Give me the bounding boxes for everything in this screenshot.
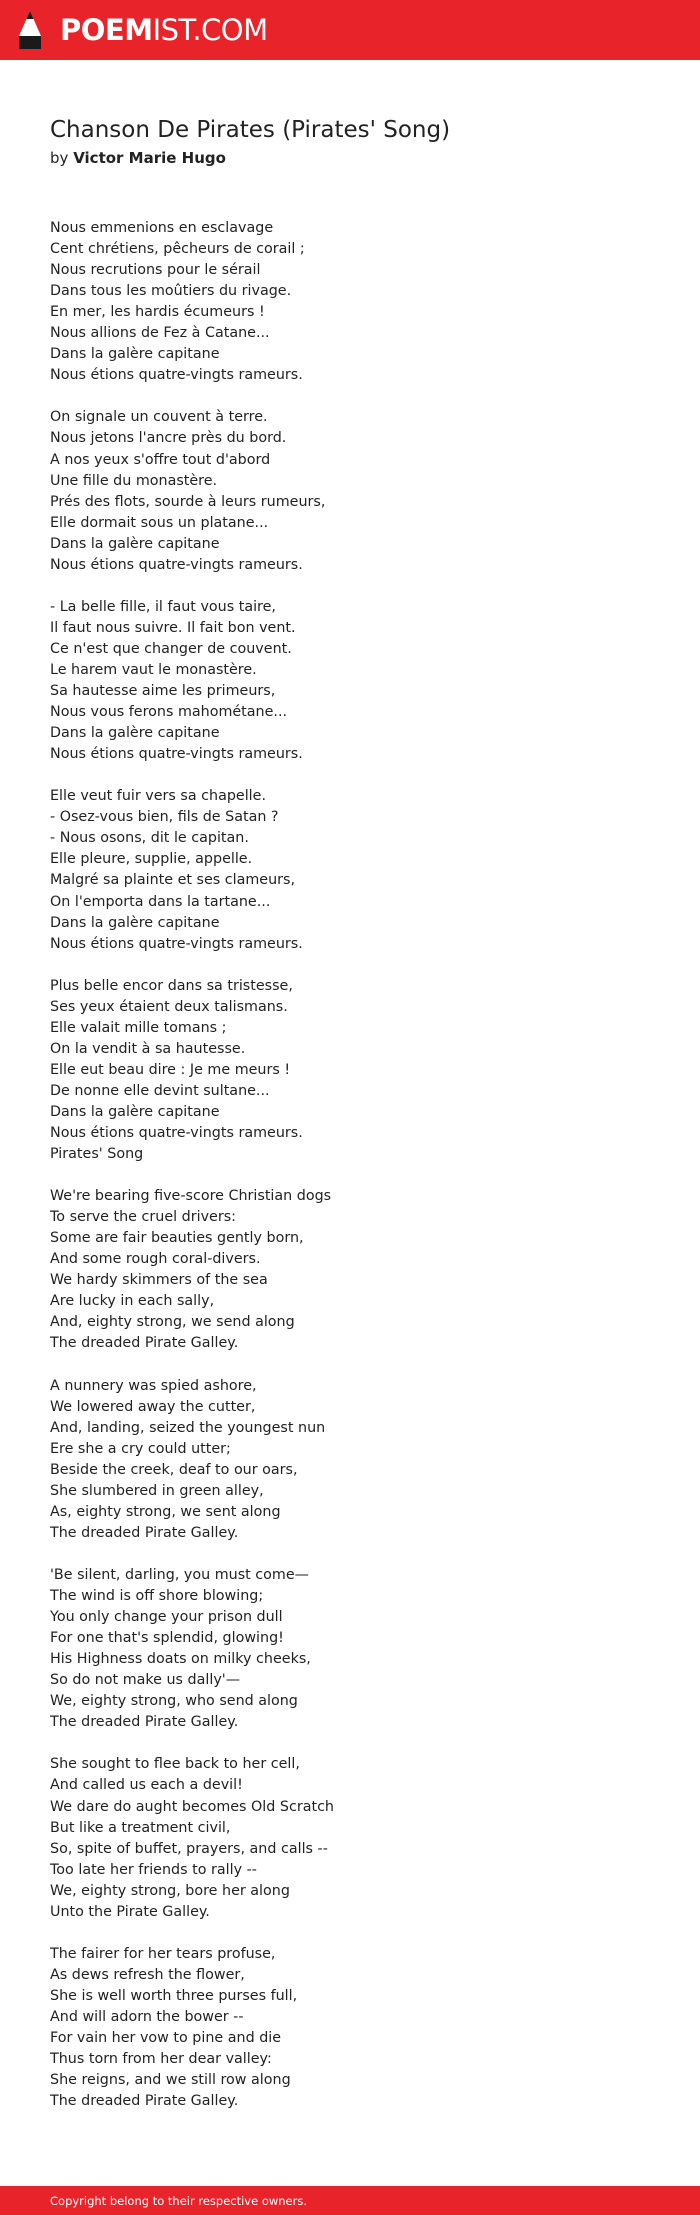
poem-line: As dews refresh the flower, [50, 1966, 245, 1983]
copyright-text: Copyright belong to their respective owners. [50, 2194, 308, 2208]
poem-line: To serve the cruel drivers: [50, 1209, 236, 1226]
stanza-break [50, 1544, 334, 1565]
poem-line: We dare do aught becomes Old Scratch [50, 1798, 334, 1815]
poem-line: Nous jetons l'ancre près du bord. [50, 430, 287, 447]
stanza-break [50, 1355, 334, 1376]
poem-line: Nous allions de Fez à Catane... [50, 325, 270, 342]
poem-line: And some rough coral-divers. [50, 1251, 261, 1268]
site-footer [0, 2186, 700, 2215]
poem-line: The wind is off shore blowing; [50, 1588, 264, 1605]
poem-line: Beside the creek, deaf to our oars, [50, 1461, 298, 1478]
poem-line: Nous étions quatre-vingts rameurs. [50, 367, 303, 384]
poem-line: Dans la galère capitane [50, 1103, 220, 1120]
poem-line: Nous recrutions pour le sérail [50, 262, 261, 279]
poem-line: We lowered away the cutter, [50, 1398, 256, 1415]
poem-line: Dans la galère capitane [50, 725, 220, 742]
poem-line: Too late her friends to rally -- [50, 1861, 257, 1878]
by-label: by [50, 149, 69, 167]
site-logo[interactable] [60, 11, 268, 49]
poem-line: Thus torn from her dear valley: [50, 2051, 272, 2068]
poem-line: We, eighty strong, bore her along [50, 1882, 290, 1899]
poem-line: Elle eut beau dire : Je me meurs ! [50, 1061, 291, 1078]
poem-line: She sought to flee back to her cell, [50, 1756, 300, 1773]
poem-line: And, eighty strong, we send along [50, 1314, 295, 1331]
poem-line: Elle pleure, supplie, appelle. [50, 851, 253, 868]
stanza-break [50, 955, 334, 976]
poem-line: His Highness doats on milky cheeks, [50, 1651, 311, 1668]
poem-title: Chanson De Pirates (Pirates' Song) [50, 117, 451, 143]
poem-line: Nous étions quatre-vingts rameurs. [50, 556, 303, 573]
poem-line: For one that's splendid, glowing! [50, 1630, 284, 1647]
poem-line: Une fille du monastère. [50, 472, 218, 489]
poem-line: En mer, les hardis écumeurs ! [50, 304, 265, 321]
poem-line: You only change your prison dull [50, 1609, 283, 1626]
poem-line: 'Be silent, darling, you must come— [50, 1567, 309, 1583]
poem-line: The fairer for her tears profuse, [50, 1945, 276, 1962]
poem-line: Ce n'est que changer de couvent. [50, 640, 292, 657]
poem-line: She is well worth three purses full, [50, 1987, 298, 2004]
logo-bold-text: POEM [60, 13, 153, 47]
poem-line: Cent chrétiens, pêcheurs de corail ; [50, 241, 305, 258]
poem-line: Le harem vaut le monastère. [50, 661, 257, 678]
poem-line: Pirates' Song [50, 1146, 144, 1163]
poem-line: And will adorn the bower -- [50, 2008, 244, 2025]
poem-line: Sa hautesse aime les primeurs, [50, 683, 276, 700]
poem-line: The dreaded Pirate Galley. [50, 2093, 239, 2110]
poem-line: She reigns, and we still row along [50, 2072, 291, 2089]
poem-line: We're bearing five-score Christian dogs [50, 1188, 332, 1205]
poem-line: On l'emporta dans la tartane... [50, 893, 271, 910]
poem-line: And, landing, seized the youngest nun [50, 1419, 326, 1436]
poem-line: Elle dormait sous un platane... [50, 514, 269, 531]
poem-line: De nonne elle devint sultane... [50, 1082, 270, 1099]
poem-body [50, 218, 334, 2112]
poem-line: Elle veut fuir vers sa chapelle. [50, 788, 266, 805]
poem-line: We, eighty strong, who send along [50, 1693, 298, 1710]
stanza-break [50, 386, 334, 407]
poem-line: Nous emmenions en esclavage [50, 220, 274, 236]
poem-line: So do not make us dally'— [50, 1672, 241, 1689]
poem-line: Prés des flots, sourde à leurs rumeurs, [50, 493, 326, 510]
stanza-break [50, 576, 334, 597]
poem-line: And called us each a devil! [50, 1777, 243, 1794]
poem-line: Nous étions quatre-vingts rameurs. [50, 746, 303, 763]
poem-line: Dans tous les moûtiers du rivage. [50, 283, 292, 300]
poem-line: Dans la galère capitane [50, 914, 220, 931]
logo-light-text: IST.COM [152, 13, 268, 47]
poem-line: A nunnery was spied ashore, [50, 1377, 257, 1394]
poem-line: But like a treatment civil, [50, 1819, 231, 1836]
poem-line: She slumbered in green alley, [50, 1482, 264, 1499]
poem-line: - Osez-vous bien, fils de Satan ? [50, 809, 279, 826]
poem-line: A nos yeux s'offre tout d'abord [50, 451, 271, 468]
stanza-break [50, 1733, 334, 1754]
poem-line: Unto the Pirate Galley. [50, 1903, 210, 1920]
poem-line: Dans la galère capitane [50, 346, 220, 363]
poem-line: Elle valait mille tomans ; [50, 1019, 227, 1036]
poem-line: Some are fair beauties gently born, [50, 1230, 304, 1247]
byline [50, 147, 226, 169]
poem-line: Ses yeux étaient deux talismans. [50, 998, 288, 1015]
poem-line: We hardy skimmers of the sea [50, 1272, 268, 1289]
stanza-break [50, 1165, 334, 1186]
poem-line: For vain her vow to pine and die [50, 2030, 282, 2047]
poem-line: As, eighty strong, we sent along [50, 1503, 281, 1520]
poem-line: Il faut nous suivre. Il fait bon vent. [50, 619, 296, 636]
poem-line: Ere she a cry could utter; [50, 1440, 231, 1457]
author-name[interactable]: Victor Marie Hugo [73, 149, 226, 167]
poem-line: On signale un couvent à terre. [50, 409, 268, 426]
stanza-break [50, 765, 334, 786]
poem-line: Nous étions quatre-vingts rameurs. [50, 935, 303, 952]
poem-line: The dreaded Pirate Galley. [50, 1524, 239, 1541]
poem-line: Nous étions quatre-vingts rameurs. [50, 1125, 303, 1142]
poem-line: - Nous osons, dit le capitan. [50, 830, 249, 847]
poem-line: The dreaded Pirate Galley. [50, 1335, 239, 1352]
poem-line: Nous vous ferons mahométane... [50, 704, 288, 721]
poem-line: The dreaded Pirate Galley. [50, 1714, 239, 1731]
site-header [0, 0, 700, 60]
poem-line: So, spite of buffet, prayers, and calls -- [50, 1840, 328, 1857]
poem-line: Malgré sa plainte et ses clameurs, [50, 872, 296, 889]
poem-line: Are lucky in each sally, [50, 1293, 215, 1310]
stanza-break [50, 1923, 334, 1944]
poem-line: Plus belle encor dans sa tristesse, [50, 977, 293, 994]
poem-line: Dans la galère capitane [50, 535, 220, 552]
poem-line: - La belle fille, il faut vous taire, [50, 598, 276, 615]
poem-line: On la vendit à sa hautesse. [50, 1040, 246, 1057]
